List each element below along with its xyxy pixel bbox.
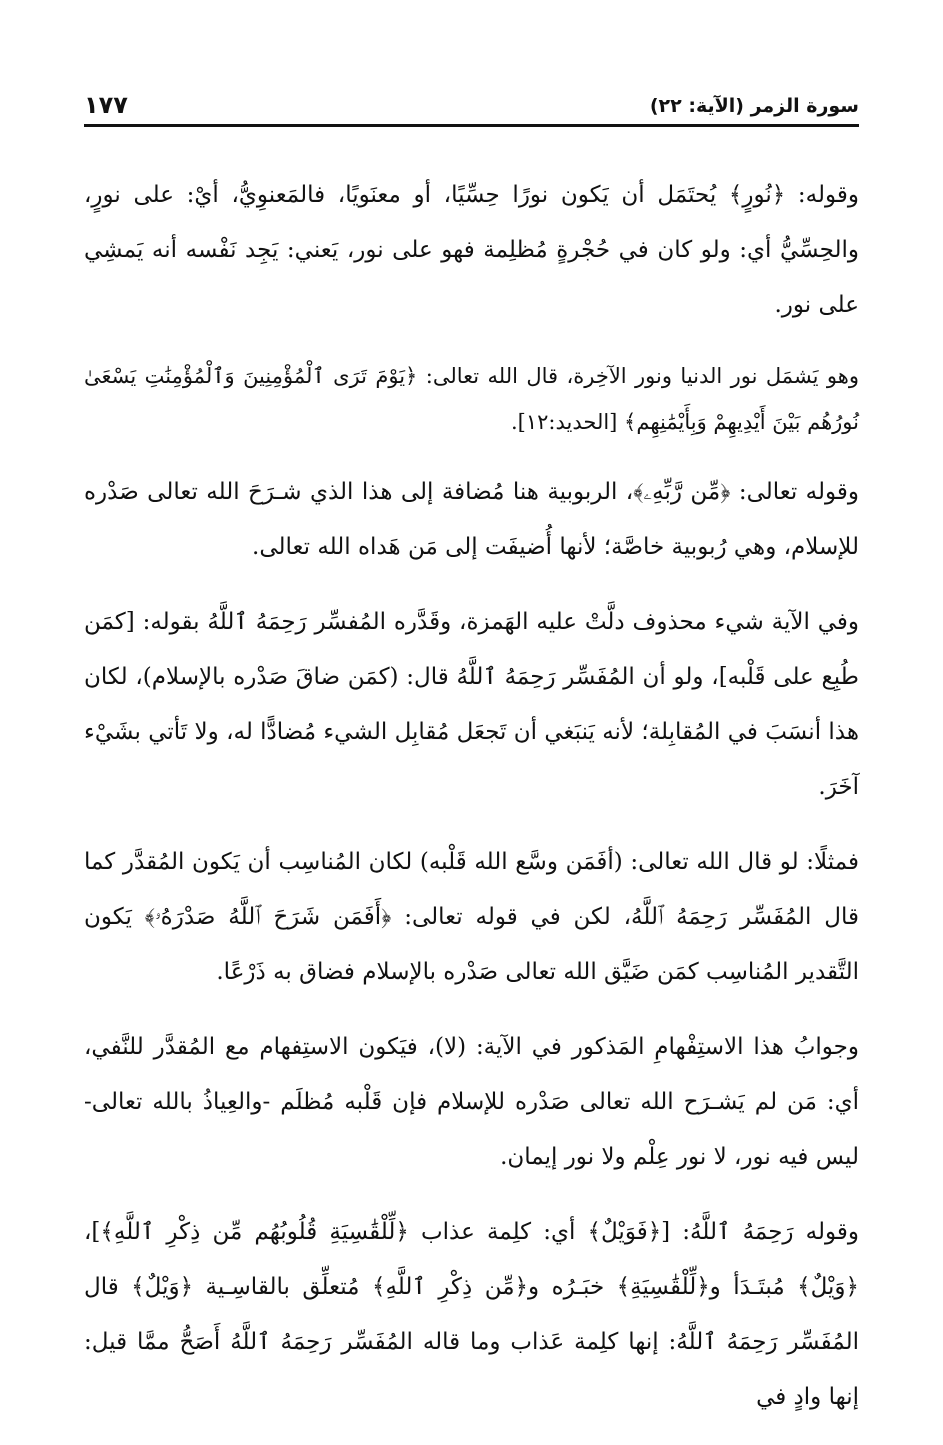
running-title: سورة الزمر (الآية: ٢٢) — [649, 95, 859, 117]
paragraph-5: فمثلًا: لو قال الله تعالى: (أفَمَن وسَّع الله قَلْبه) لكان المُناسِب أن يَكون المُقدَّر كما قال المُفَسِّر رَحِمَهُ ٱللَّهُ، لكن في قوله تعالى: ﴿أَفَمَن شَرَحَ ٱللَّهُ صَدْرَهُۥ﴾ يَكون التَّقدير المُناسِب كمَن ضَيَّق الله تعالى صَدْره بالإسلام فضاق به ذَرْعًا. — [84, 849, 859, 985]
page-number: ١٧٧ — [84, 91, 128, 119]
paragraph-6: وجوابُ هذا الاستِفْهامِ المَذكور في الآية: (لا)، فيَكون الاستِفهام مع المُقدَّر للنَّفي، أي: مَن لم يَشـرَح الله تعالى صَدْره للإسلام فإن قَلْبه مُظلَم -والعِياذُ بالله تعالى- ليس فيه نور، لا نور عِلْم ولا نور إيمان. — [84, 1034, 859, 1170]
paragraph-3: وقوله تعالى: ﴿مِّن رَّبِّهِۦ﴾، الربوبية هنا مُضافة إلى هذا الذي شـرَحَ الله تعالى صَدْره للإسلام، وهي رُبوبية خاصَّة؛ لأنها أُضيفَت إلى مَن هَداه الله تعالى. — [84, 479, 859, 560]
page-header — [84, 92, 859, 126]
paragraph-7: وقوله رَحِمَهُ ٱللَّهُ: [﴿فَوَيْلٌ﴾ أي: كلِمة عذاب ﴿لِّلْقَٰسِيَةِ قُلُوبُهُم مِّن ذِكْرِ ٱللَّهِ﴾]، ﴿وَيْلٌ﴾ مُبتَـدَأ و﴿لِّلْقَٰسِيَةِ﴾ خبَـرُه و﴿مِّن ذِكْرِ ٱللَّهِ﴾ مُتعلِّق بالقاسِـية ﴿وَيْلٌ﴾ قال المُفَسِّر رَحِمَهُ ٱللَّهُ: إنها كلِمة عَذاب وما قاله المُفَسِّر رَحِمَهُ ٱللَّهُ أَصَحُّ ممَّا قيل: إنها وادٍ في — [84, 1219, 859, 1410]
main-text — [84, 168, 859, 1445]
paragraph-4: وفي الآية شيء محذوف دلَّتْ عليه الهَمزة، وقَدَّره المُفسِّر رَحِمَهُ ٱللَّهُ بقوله: [كمَن طُبِع على قَلْبه]، ولو أن المُفَسِّر رَحِمَهُ ٱللَّهُ قال: (كمَن ضاقَ صَدْره بالإسلام)، لكان هذا أنسَبَ في المُقابِلة؛ لأنه يَنبَغي أن تَجعَل مُقابِل الشيء مُضادًّا له، ولا تَأتي بشَيْء آخَرَ. — [84, 609, 859, 800]
header-divider — [84, 124, 859, 127]
paragraph-2: وهو يَشمَل نور الدنيا ونور الآخِرة، قال الله تعالى: ﴿يَوْمَ تَرَى ٱلْمُؤْمِنِينَ وَٱلْمُؤْمِنَٰتِ يَسْعَىٰ نُورُهُم بَيْنَ أَيْدِيهِمْ وَبِأَيْمَٰنِهِم﴾ [الحديد:١٢]. — [84, 364, 859, 434]
paragraph-1: وقوله: ﴿نُورٍ﴾ يُحتَمَل أن يَكون نورًا حِسِّيًا، أو معنَويًا، فالمَعنوِيُّ، أيْ: على نورٍ، والحِسِّيُّ أي: ولو كان في حُجْرةٍ مُظلِمة فهو على نور، يَعني: يَجِد نَفْسه أنه يَمشِي على نور. — [84, 182, 859, 318]
